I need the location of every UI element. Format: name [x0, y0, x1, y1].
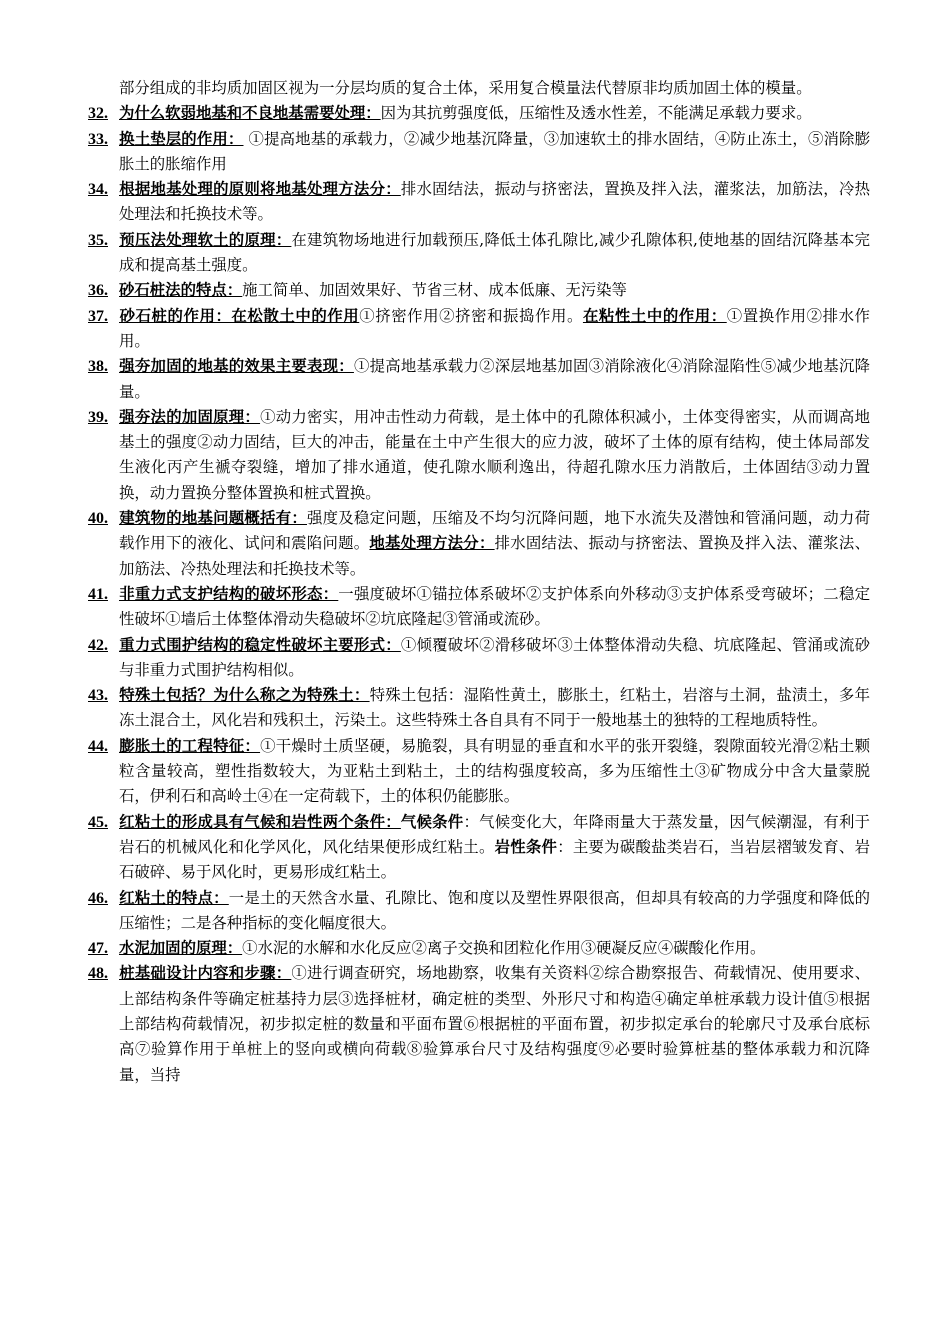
- list-item: [88, 936, 870, 961]
- item-text: ①倾覆破坏②滑移破坏③土体整体滑动失稳、坑底隆起、管涌或流砂与非重力式围护结构相似。: [119, 635, 870, 679]
- item-number: 36.: [88, 282, 108, 300]
- item-number: 44.: [88, 737, 108, 755]
- item-text: 特殊土包括：湿陷性黄土，膨胀土，红粘土，岩溶与土洞，盐渍土，多年冻土混合土，风化岩和残积土，污染土。这些特殊土各自具有不同于一般地基土的独特的工程地质特性。: [119, 686, 870, 730]
- item-title: 重力式围护结构的稳定性破坏主要形式：: [119, 635, 401, 654]
- item-title: 为什么软弱地基和不良地基需要处理：: [119, 104, 381, 123]
- list-item: [88, 633, 870, 684]
- item-number: 41.: [88, 585, 108, 603]
- item-title: 根据地基处理的原则将地基处理方法分：: [119, 180, 401, 199]
- item-number: 45.: [88, 813, 108, 831]
- item-keyword-2: 岩性条件: [494, 837, 558, 856]
- item-keyword: 气候条件: [400, 812, 464, 831]
- item-text-2: ①置换作用②排水作用。: [119, 306, 870, 350]
- list-item: [88, 278, 870, 303]
- list-item: [88, 405, 870, 506]
- list-item: [88, 177, 870, 228]
- list-item: [88, 886, 870, 937]
- item-number: 32.: [88, 105, 108, 123]
- item-text: ①提高地基承载力②深层地基加固③消除液化④消除湿陷性⑤减少地基沉降量。: [119, 357, 870, 401]
- item-number: 46.: [88, 889, 108, 907]
- item-number: 39.: [88, 408, 108, 426]
- list-item: [88, 734, 870, 810]
- list-item: [88, 228, 870, 279]
- item-text: ①挤密作用②挤密和振捣作用。: [359, 306, 583, 325]
- item-subtitle: 地基处理方法分：: [369, 534, 495, 553]
- item-text: 排水固结法，振动与挤密法，置换及拌入法，灌浆法，加筋法，冷热处理法和托换技术等。: [119, 180, 870, 224]
- item-title: 砂石桩的作用：在松散土中的作用: [119, 306, 360, 325]
- item-text: 一强度破坏①锚拉体系破坏②支护体系向外移动③支护体系受弯破坏；二稳定性破坏①墙后土体整体滑动失稳破坏②坑底隆起③管涌或流砂。: [119, 584, 870, 629]
- item-title: 非重力式支护结构的破坏形态：: [119, 584, 339, 603]
- item-text: ①水泥的水解和水化反应②离子交换和团粒化作用③硬凝反应④碳酸化作用。: [242, 939, 766, 958]
- list-item: [88, 810, 870, 886]
- item-subtitle: 在粘性土中的作用：: [582, 306, 727, 325]
- list-item: [88, 101, 870, 126]
- item-title: 换土垫层的作用：: [119, 129, 244, 148]
- item-title: 建筑物的地基问题概括有：: [119, 509, 307, 528]
- item-number: 40.: [88, 510, 108, 528]
- item-title: 强夯加固的地基的效果主要表现：: [119, 357, 354, 376]
- item-number: 33.: [88, 130, 108, 148]
- item-text: 强度及稳定问题，压缩及不均匀沉降问题，地下水流失及潜蚀和管涌问题，动力荷载作用下的液化、试问和震陷问题。: [119, 509, 870, 553]
- item-text: ①提高地基的承载力，②减少地基沉降量，③加速软土的排水固结，④防止冻土，⑤消除膨胀土的胀缩作用: [119, 129, 870, 173]
- item-number: 37.: [88, 307, 108, 325]
- item-title: 水泥加固的原理：: [119, 939, 243, 958]
- list-item: [88, 304, 870, 355]
- item-title: 红粘土的形成具有气候和岩性两个条件：: [119, 812, 401, 831]
- item-title: 砂石桩法的特点：: [119, 281, 243, 300]
- item-number: 48.: [88, 965, 108, 983]
- list-item: [88, 582, 870, 633]
- item-number: 42.: [88, 636, 108, 654]
- item-title: 强夯法的加固原理：: [119, 407, 261, 426]
- item-text-2: ：主要为碳酸盐类岩石，当岩层褶皱发育、岩石破碎、易于风化时，更易形成红粘土。: [119, 837, 870, 882]
- item-text-2: 排水固结法、振动与挤密法、置换及拌入法、灌浆法、加筋法、冷热处理法和托换技术等。: [119, 534, 870, 578]
- item-text: 因为其抗剪强度低，压缩性及透水性差，不能满足承载力要求。: [380, 104, 812, 123]
- list-item: [88, 961, 870, 1087]
- item-text: ①进行调查研究，场地勘察，收集有关资料②综合勘察报告、荷载情况、使用要求、上部结构条件等确定桩基持力层③选择桩材，确定桩的类型、外形尺寸和构造④确定单桩承载力设计值⑤根据上部结构荷载情况，初步拟定桩的数量和平面布置⑥根据桩的平面布置，初步拟定承台的轮廓尺寸及承台底标高⑦验算作用于单桩上的竖向或横向荷载⑧验算承台尺寸及结构强度⑨必要时验算桩基的整体承载力和沉降量，当持: [119, 964, 870, 1084]
- item-number: 43.: [88, 687, 108, 705]
- list-item: [88, 683, 870, 734]
- item-number: 47.: [88, 940, 108, 958]
- item-text: 一是土的天然含水量、孔隙比、饱和度以及塑性界限很高，但却具有较高的力学强度和降低的压缩性；二是各种指标的变化幅度很大。: [119, 888, 870, 932]
- intro-paragraph: 部分组成的非均质加固区视为一分层均质的复合土体，采用复合模量法代替原非均质加固土体的模量。: [119, 79, 812, 97]
- item-number: 35.: [88, 231, 108, 249]
- item-title: 膨胀土的工程特征：: [119, 736, 261, 755]
- list-item: [88, 127, 870, 178]
- item-text: 施工简单、加固效果好、节省三材、成本低廉、无污染等: [242, 281, 627, 300]
- item-title: 预压法处理软土的原理：: [119, 230, 292, 249]
- item-number: 38.: [88, 358, 108, 376]
- item-text: ：气候变化大，年降雨量大于蒸发量，因气候潮湿，有利于岩石的机械风化和化学风化，风化结果便形成红粘土。: [119, 812, 870, 856]
- list-item: [88, 354, 870, 405]
- item-text: ①干燥时土质坚硬，易脆裂，具有明显的垂直和水平的张开裂缝，裂隙面较光滑②粘土颗粒含量较高，塑性指数较大，为亚粘土到粘土，土的结构强度较高，多为压缩性土③矿物成分中含大量蒙脱石，伊利石和高岭土④在一定荷载下，土的体积仍能膨胀。: [119, 736, 870, 806]
- item-text: ①动力密实，用冲击性动力荷载，是土体中的孔隙体积减小，土体变得密实，从而调高地基土的强度②动力固结，巨大的冲击，能量在土中产生很大的应力波，破坏了土体的原有结构，使土体局部发生液化丙产生褫夺裂缝，增加了排水通道，使孔隙水顺利逸出，待超孔隙水压力消散后，土体固结③动力置换，动力置换分整体置换和桩式置换。: [119, 407, 870, 502]
- item-title: 桩基础设计内容和步骤：: [119, 964, 292, 983]
- item-title: 红粘土的特点：: [119, 888, 229, 907]
- item-text: 在建筑物场地进行加载预压,降低土体孔隙比,减少孔隙体积,使地基的固结沉降基本完成和提高基土强度。: [119, 230, 870, 275]
- list-item: [88, 506, 870, 582]
- item-title: 特殊土包括？为什么称之为特殊土：: [119, 686, 370, 705]
- item-number: 34.: [88, 181, 108, 199]
